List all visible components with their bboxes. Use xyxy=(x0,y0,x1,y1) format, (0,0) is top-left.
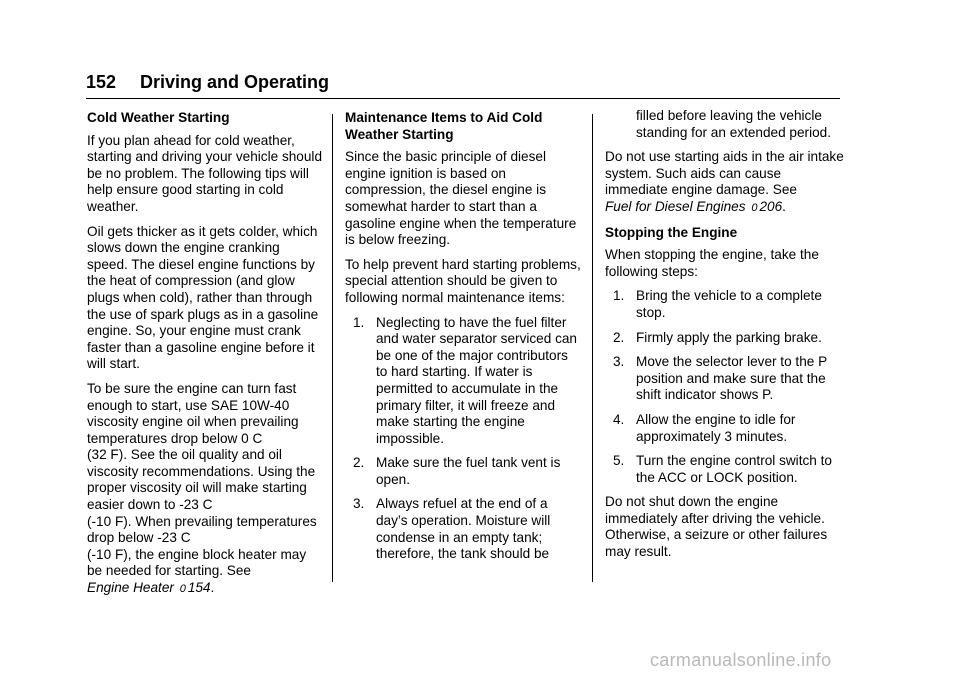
list-text: Always refuel at the end of a day’s operation. Moisture will condense in an empty tank; therefore, the tank should be xyxy=(376,496,551,562)
list-item xyxy=(605,330,845,347)
list-number: 5. xyxy=(613,453,625,469)
list-item xyxy=(605,288,845,321)
watermark: carmanualsonline.info xyxy=(650,650,832,670)
paragraph: When stopping the engine, take the following steps: xyxy=(605,247,819,279)
list-number: 4. xyxy=(613,411,625,427)
text-fragment: Do not use starting aids in the air intake system. Such aids can cause immediate engine damage. See xyxy=(605,149,844,198)
list-number: 1. xyxy=(353,314,365,330)
heading-stopping-the-engine: Stopping the Engine xyxy=(605,224,738,240)
column-2 xyxy=(345,108,581,571)
list-number: 3. xyxy=(353,496,365,512)
paragraph: If you plan ahead for cold weather, starting and driving your vehicle should be no problem. The following tips will help ensure good starting in cold weather. xyxy=(87,132,323,214)
column-3 xyxy=(605,108,845,569)
list-text: Make sure the fuel tank vent is open. xyxy=(376,455,561,487)
ref-page: 206 xyxy=(759,198,783,214)
list-number: 1. xyxy=(613,288,625,304)
list-item xyxy=(605,354,845,404)
ref-page: 154 xyxy=(187,580,211,596)
paragraph: Do not use starting aids in the air intake system. Such aids can cause immediate engine damage. See Fuel for Diesel Engines 0 206. xyxy=(605,149,844,214)
ref-text: Fuel for Diesel Engines xyxy=(605,198,746,214)
list-number: 3. xyxy=(613,354,625,370)
list-text: Allow the engine to idle for approximately 3 minutes. xyxy=(636,411,796,444)
heading-maintenance-items: Maintenance Items to Aid Cold Weather Starting xyxy=(345,110,543,142)
list-item xyxy=(605,453,845,486)
text-fragment: (-10 F), the engine block heater may be needed for starting. See xyxy=(87,546,307,579)
list-item xyxy=(605,412,845,445)
maintenance-list xyxy=(345,315,581,563)
paragraph: Do not shut down the engine immediately after driving the vehicle. Otherwise, a seizure or other failures may result. xyxy=(605,494,828,560)
link-engine-heater[interactable] xyxy=(87,580,211,595)
section-title: Driving and Operating xyxy=(140,72,330,92)
list-item xyxy=(345,496,581,562)
list-item xyxy=(345,315,581,448)
list-number: 2. xyxy=(353,455,365,471)
paragraph: To be sure the engine can turn fast enough to start, use SAE 10W-40 viscosity engine oil when prevailing temperatures drop below 0 C (32 F). See the oil quality and oil viscosity recommendations. Using the proper viscosity oil will make starting easier down to -23 C (-10 F). When prevailing temperatures drop below -23 C (-10 F), the engine block heater may be needed for starting. See Engine Heater 0 154. xyxy=(87,380,317,596)
list-text: Turn the engine control switch to the ACC or LOCK position. xyxy=(636,453,832,485)
list-item xyxy=(345,455,581,488)
column-1 xyxy=(87,108,323,606)
column-divider xyxy=(592,114,593,582)
list-text: Firmly apply the parking brake. xyxy=(636,329,822,345)
list-number: 2. xyxy=(613,329,625,345)
paragraph: Since the basic principle of diesel engine ignition is based on compression, the diesel engine is somewhat harder to start than a gasoline engine when the temperature is below freezing. xyxy=(345,149,577,248)
paragraph: To help prevent hard starting problems, special attention should be given to following normal maintenance items: xyxy=(345,256,581,305)
page-header xyxy=(86,70,840,99)
list-text: Bring the vehicle to a complete stop. xyxy=(636,288,822,320)
list-text: Neglecting to have the fuel filter and water separator serviced can be one of the major contributors to hard starting. If water is permitted to accumulate in the primary filter, it will freeze and make starting the engine impossible. xyxy=(376,314,577,446)
page-ref-arrow-icon: 0 xyxy=(179,583,186,596)
page-number: 152 xyxy=(86,72,117,92)
list-text: Move the selector lever to the P position and make sure that the shift indicator shows P. xyxy=(636,354,827,403)
list-continuation: filled before leaving the vehicle standing for an extended period. xyxy=(636,108,831,140)
page-ref-arrow-icon: 0 xyxy=(751,201,758,214)
stopping-steps-list xyxy=(605,288,845,486)
text-fragment: (-10 F). When prevailing temperatures drop below -23 C xyxy=(87,513,317,546)
link-fuel-for-diesel-engines[interactable] xyxy=(605,199,782,214)
text-fragment: (32 F). See the oil quality and oil viscosity recommendations. Using the proper viscosity oil will make starting easier down to -23 C xyxy=(87,447,316,513)
column-divider xyxy=(332,114,333,582)
heading-cold-weather-starting: Cold Weather Starting xyxy=(87,110,230,125)
text-fragment: To be sure the engine can turn fast enough to start, use SAE 10W-40 viscosity engine oil when prevailing temperatures drop below 0 C xyxy=(87,380,299,446)
paragraph: Oil gets thicker as it gets colder, which slows down the engine cranking speed. The diesel engine functions by the heat of compression (and glow plugs when cold), rather than through the use of spark plugs as in a gasoline engine. So, your engine must crank faster than a gasoline engine before it will start. xyxy=(87,223,319,372)
ref-text: Engine Heater xyxy=(87,580,174,596)
